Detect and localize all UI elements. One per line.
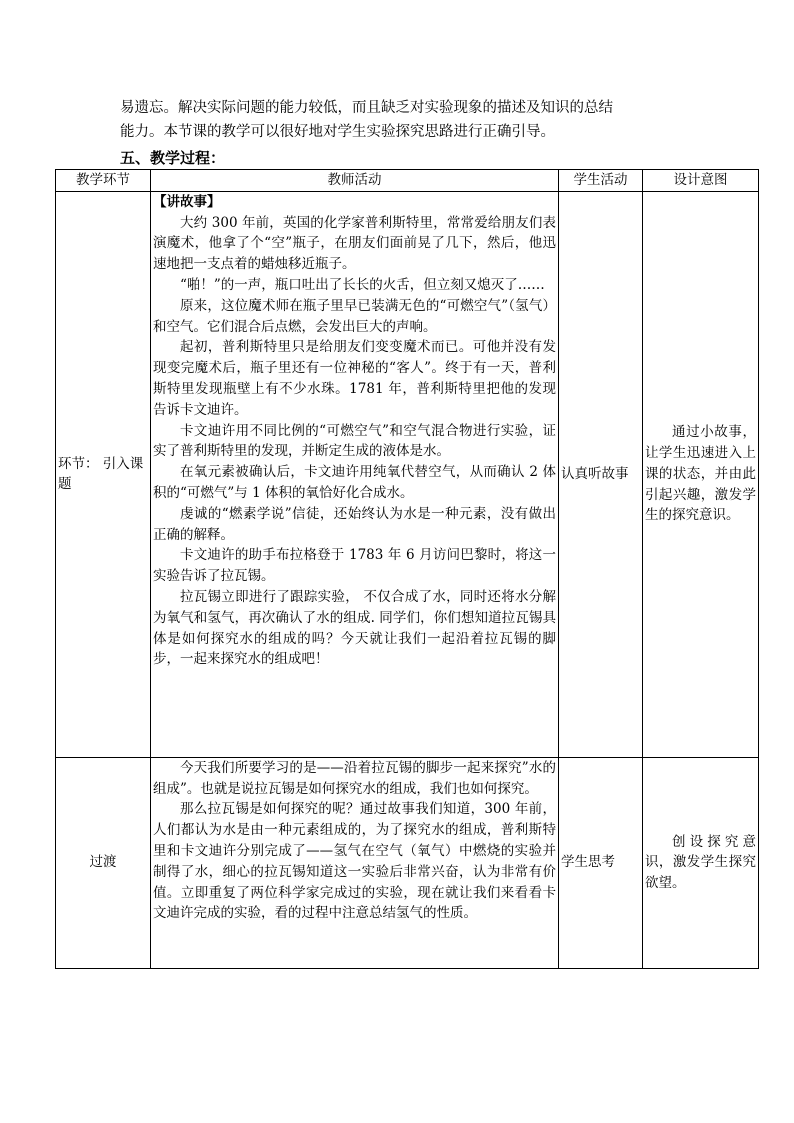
table-header-row [56,170,759,192]
header-teacher-activity: 教师活动 [151,170,559,192]
story-paragraph: “啪！”的一声，瓶口吐出了长长的火舌，但立刻又熄灭了…… [180,276,545,293]
table-row [56,191,759,757]
transition-paragraph: 今天我们所要学习的是——沿着拉瓦锡的脚步一起来探究”水的组成”。也就是说拉瓦锡是如何探究水的组成，我们也如何探究。 [153,759,556,797]
story-paragraph: 起初，普利斯特里只是给朋友们变变魔术而已。可他并没有发现变完魔术后，瓶子里还有一位神秘的“客人”。终于有一天，普利斯特里发现瓶壁上有不少水珠。1781 年，普利斯特里把他的发现告诉卡文迪许。 [153,339,556,418]
teacher-activity-cell [151,757,559,968]
story-paragraph: 大约 300 年前，英国的化学家普利斯特里，常常爱给朋友们表演魔术，他拿了个“空”瓶子，在朋友们面前晃了几下，然后，他迅速地把一支点着的蜡烛移近瓶子。 [153,214,556,273]
story-paragraph: 原来，这位魔术师在瓶子里早已装满无色的“可燃空气”（氢气）和空气。它们混合后点燃，会发出巨大的声响。 [153,297,556,335]
teaching-process-table [55,169,759,969]
story-paragraph: 在氧元素被确认后，卡文迪许用纯氧代替空气，从而确认 2 体积的“可燃气”与 1 体积的氧恰好化合成水。 [153,464,556,501]
header-stage: 教学环节 [56,170,151,192]
story-paragraph: 虔诚的“燃素学说”信徒，还始终认为水是一种元素，没有做出正确的解释。 [153,505,556,543]
teacher-activity-cell [151,191,559,757]
design-intent-text: 创设探究意识，激发学生探究欲望。 [645,833,756,892]
student-activity-cell: 认真听故事 [559,191,643,757]
student-activity-cell: 学生思考 [559,757,643,968]
story-paragraph: 卡文迪许的助手布拉格登于 1783 年 6 月访问巴黎时，将这一实验告诉了拉瓦锡。 [153,547,556,585]
intro-line-2: 能力。本节课的教学可以很好地对学生实验探究思路进行正确引导。 [120,124,555,140]
intro-line-1: 易遗忘。解决实际问题的能力较低，而且缺乏对实验现象的描述及知识的总结 [120,100,613,116]
table-row [56,757,759,968]
design-intent-text: 通过小故事，让学生迅速进入上课的状态，并由此引起兴趣，激发学生的探究意识。 [645,424,756,524]
design-intent-cell [643,757,759,968]
transition-paragraph: 那么拉瓦锡是如何探究的呢？通过故事我们知道，300 年前，人们都认为水是由一种元素组成的，为了探究水的组成，普利斯特里和卡文迪许分别完成了——氢气在空气（氧气）中燃烧的实验并制得了水，细心的拉瓦锡知道这一实验后非常兴奋，认为非常有价值。立即重复了两位科学家完成过的实验，现在就让我们来看看卡文迪许完成的实验，看的过程中注意总结氢气的性质。 [153,801,556,922]
stage-cell: 过渡 [56,757,151,968]
stage-cell: 环节： 引入课题 [56,191,151,757]
header-student-activity: 学生活动 [559,170,643,192]
section-title: 五、教学过程： [120,149,226,167]
design-intent-cell [643,191,759,757]
header-design-intent: 设计意图 [643,170,759,192]
story-heading: 【讲故事】 [153,193,221,210]
story-paragraph: 拉瓦锡立即进行了跟踪实验， 不仅合成了水，同时还将水分解为氧气和氢气，再次确认了水的组成. 同学们，你们想知道拉瓦锡具体是如何探究水的组成的吗？今天就让我们一起沿着拉瓦锡的脚步，一起来探究水的组成吧！ [153,588,556,668]
story-paragraph: 卡文迪许用不同比例的“可燃空气”和空气混合物进行实验，证实了普利斯特里的发现，并断定生成的液体是水。 [153,422,556,460]
